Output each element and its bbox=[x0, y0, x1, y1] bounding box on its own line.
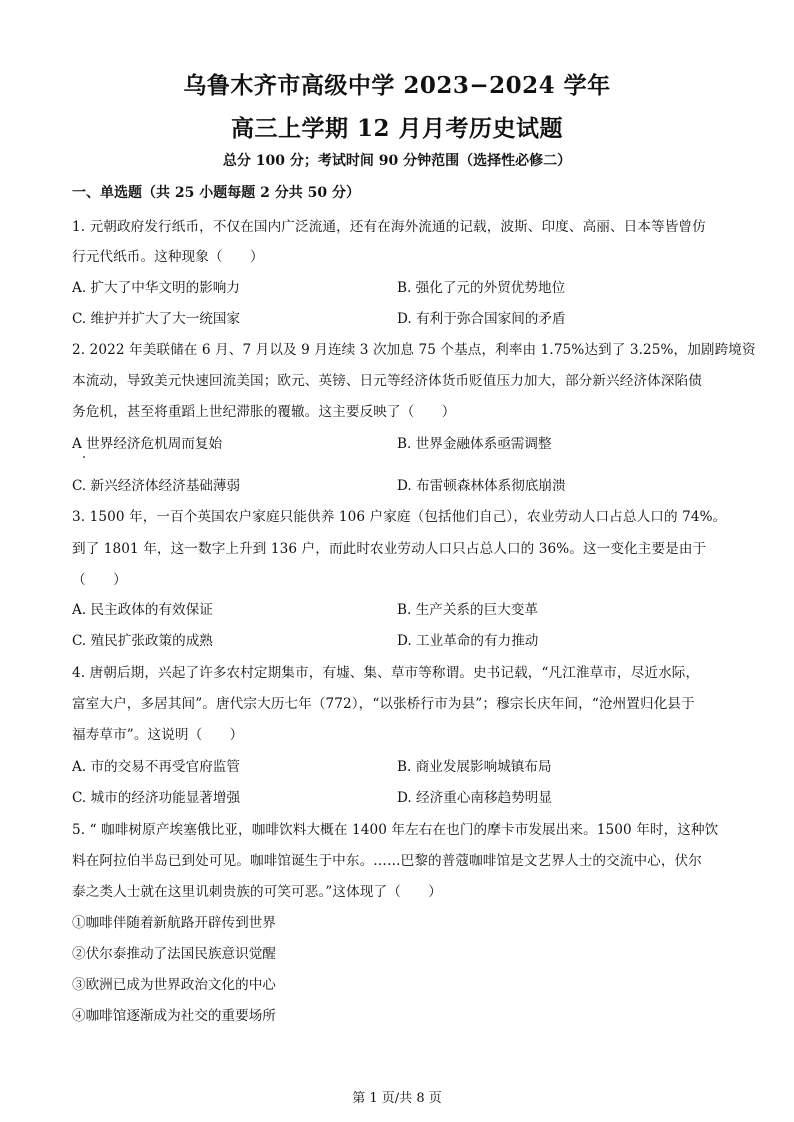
question-4-option-d: D. 经济重心南移趋势明显 bbox=[397, 790, 552, 806]
question-1-option-d: D. 有利于弥合国家间的矛盾 bbox=[397, 311, 566, 327]
question-1-stem-line-1: 1. 元朝政府发行纸币，不仅在国内广泛流通，还有在海外流通的记载，波斯、印度、高丽、日本等皆曾仿 bbox=[72, 219, 706, 235]
question-1-option-b: B. 强化了元的外贸优势地位 bbox=[397, 280, 566, 296]
question-4-stem-line-2: 富室大户，多居其间”。唐代宗大历七年（772），“以张桥行市为县”；穆宗长庆年间，“沧州置归化县于 bbox=[72, 696, 695, 712]
exam-title-line2: 高三上学期 12 月月考历史试题 bbox=[230, 115, 564, 142]
question-4-stem-line-3: 福寿草市”。这说明（ ） bbox=[72, 727, 244, 743]
question-5-item-2: ②伏尔泰推动了法国民族意识觉醒 bbox=[72, 946, 276, 962]
question-5-stem-line-3: 泰之类人士就在这里讥刺贵族的可笑可恶。”这体现了（ ） bbox=[72, 884, 442, 900]
question-2-option-d: D. 布雷顿森林体系彻底崩溃 bbox=[397, 478, 566, 494]
question-3-option-b: B. 生产关系的巨大变革 bbox=[397, 602, 538, 618]
question-5-item-1: ①咖啡伴随着新航路开辟传到世界 bbox=[72, 915, 276, 931]
question-5-item-3: ③欧洲已成为世界政治文化的中心 bbox=[72, 977, 276, 993]
question-1-stem-line-2: 行元代纸币。这种现象（ ） bbox=[72, 249, 264, 265]
question-3-option-a: A. 民主政体的有效保证 bbox=[72, 602, 213, 618]
question-5-item-4: ④咖啡馆逐渐成为社交的重要场所 bbox=[72, 1008, 276, 1024]
question-4-option-b: B. 商业发展影响城镇布局 bbox=[397, 759, 552, 775]
question-4-stem-line-1: 4. 唐朝后期，兴起了许多农村定期集市，有墟、集、草市等称谓。史书记载，“凡江淮草市，尽近水际， bbox=[72, 665, 700, 681]
question-4-option-c: C. 城市的经济功能显著增强 bbox=[72, 790, 241, 806]
exam-subtitle: 总分 100 分；考试时间 90 分钟范围（选择性必修二） bbox=[222, 153, 572, 169]
scan-speck bbox=[83, 456, 85, 458]
question-3-stem-line-1: 3. 1500 年，一百个英国农户家庭只能供养 106 户家庭（包括他们自己），农业劳动人口占总人口的 74%。 bbox=[72, 509, 727, 525]
question-2-option-c: C. 新兴经济体经济基础薄弱 bbox=[72, 478, 241, 494]
question-2-stem-line-1: 2. 2022 年美联储在 6 月、7 月以及 9 月连续 3 次加息 75 个基点，利率由 1.75%达到了 3.25%，加剧跨境资 bbox=[72, 342, 756, 358]
question-3-option-d: D. 工业革命的有力推动 bbox=[397, 633, 539, 649]
question-1-option-c: C. 维护并扩大了大一统国家 bbox=[72, 311, 241, 327]
question-3-option-c: C. 殖民扩张政策的成熟 bbox=[72, 633, 213, 649]
question-2-stem-line-2: 本流动，导致美元快速回流美国；欧元、英镑、日元等经济体货币贬值压力加大，部分新兴经济体深陷债 bbox=[72, 373, 702, 389]
question-2-stem-line-3: 务危机，甚至将重蹈上世纪滞胀的覆辙。这主要反映了（ ） bbox=[72, 404, 456, 420]
page-footer: 第 1 页/共 8 页 bbox=[352, 1091, 442, 1106]
section-title: 一、单选题（共 25 小题每题 2 分共 50 分） bbox=[72, 185, 360, 201]
question-1-option-a: A. 扩大了中华文明的影响力 bbox=[72, 280, 240, 296]
exam-title-line1: 乌鲁木齐市高级中学 2023−2024 学年 bbox=[183, 72, 611, 99]
question-5-stem-line-1: 5. “ 咖啡树原产埃塞俄比亚，咖啡饮料大概在 1400 年左右在也门的摩卡市发展出来。1500 年时，这种饮 bbox=[72, 822, 719, 838]
question-3-stem-line-2: 到了 1801 年，这一数字上升到 136 户，而此时农业劳动人口只占总人口的 36%。这一变化主要是由于 bbox=[72, 541, 707, 557]
question-4-option-a: A. 市的交易不再受官府监管 bbox=[72, 759, 240, 775]
question-5-stem-line-2: 料在阿拉伯半岛已到处可见。咖啡馆诞生于中东。……巴黎的普蔻咖啡馆是文艺界人士的交流中心，伏尔 bbox=[72, 853, 702, 869]
question-3-stem-line-3: （ ） bbox=[72, 572, 127, 588]
question-2-option-a: A 世界经济危机周而复始 bbox=[72, 436, 223, 452]
question-2-option-b: B. 世界金融体系亟需调整 bbox=[397, 436, 552, 452]
